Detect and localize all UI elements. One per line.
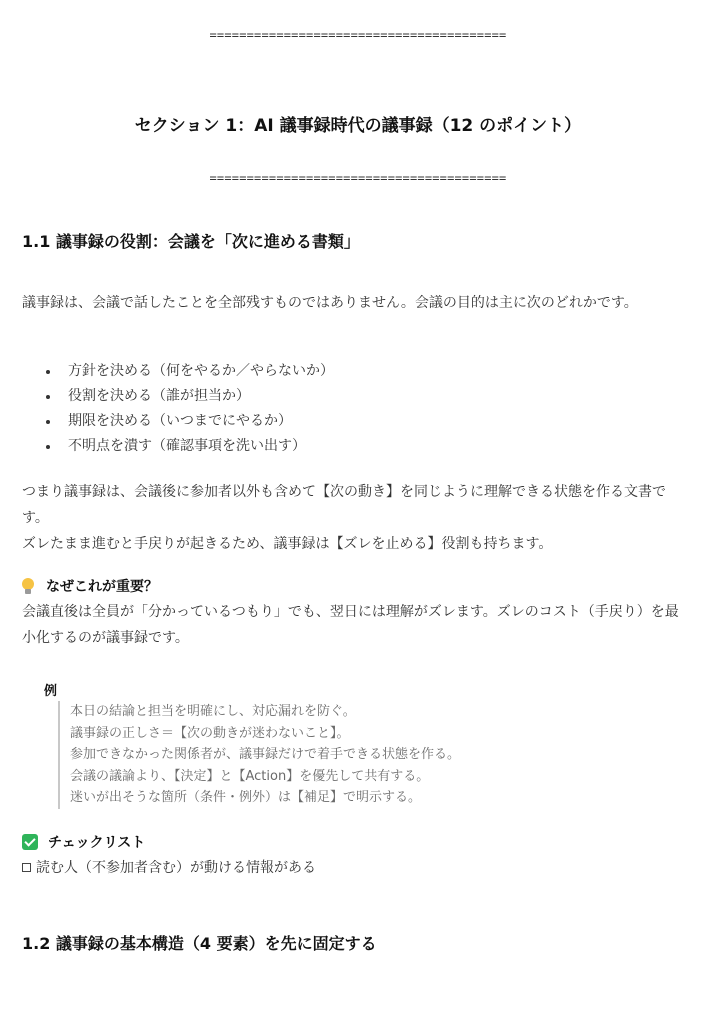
list-item: 期限を決める（いつまでにやるか）: [42, 409, 334, 434]
summary-line-1: つまり議事録は、会議後に参加者以外も含めて【次の動き】を同じように理解できる状態を作る文書です。: [22, 484, 666, 526]
why-important-title: なぜこれが重要？: [46, 579, 158, 595]
example-quote-block: [58, 701, 460, 809]
checklist-item[interactable]: [22, 857, 316, 877]
divider-bottom: ========================================: [209, 171, 507, 185]
why-important-text: [22, 599, 684, 651]
check-mark-button-icon: [22, 834, 38, 850]
example-line: 議事録の正しさ＝【次の動きが迷わないこと】。: [70, 725, 350, 741]
checklist-item-label: 読む人（不参加者含む）が動ける情報がある: [36, 860, 316, 876]
example-line: 本日の結論と担当を明確にし、対応漏れを防ぐ。: [70, 704, 356, 719]
example-label: 例: [44, 684, 58, 699]
summary-line-2: ズレたまま進むと手戻りが起きるため、議事録は【ズレを止める】役割も持ちます。: [22, 536, 553, 552]
document-title: セクション 1：AI 議事録時代の議事録（12 のポイント）: [134, 116, 582, 136]
section-1-2-heading: 1.2 議事録の基本構造（4 要素）を先に固定する: [22, 934, 377, 953]
list-item: 方針を決める（何をやるか／やらないか）: [42, 359, 334, 384]
why-important-heading: [22, 576, 158, 596]
goal-bullet-list: [42, 359, 334, 459]
section-1-1-heading: 1.1 議事録の役割：会議を「次に進める書類」: [22, 232, 360, 251]
checklist-heading: [22, 832, 145, 852]
summary-paragraph: [22, 479, 684, 557]
example-line: 会議の議論より、【決定】と【Action】を優先して共有する。: [70, 768, 430, 784]
intro-text: 議事録は、会議で話したことを全部残すものではありません。会議の目的は主に次のどれかです。: [22, 295, 638, 311]
why-text: 会議直後は全員が「分かっているつもり」でも、翌日には理解がズレます。ズレのコスト（手戻り）を最小化するのが議事録です。: [22, 604, 679, 646]
list-item: 役割を決める（誰が担当か）: [42, 384, 334, 409]
example-line: 参加できなかった関係者が、議事録だけで着手できる状態を作る。: [70, 747, 461, 762]
lightbulb-icon: [22, 578, 34, 595]
divider-top: ========================================: [209, 28, 507, 42]
checklist-title: チェックリスト: [48, 835, 146, 851]
checkbox-icon[interactable]: [22, 863, 31, 872]
example-line: 迷いが出そうな箇所（条件・例外）は【補足】で明示する。: [70, 790, 422, 805]
section-1-1-intro: [22, 290, 684, 316]
list-item: 不明点を潰す（確認事項を洗い出す）: [42, 434, 334, 459]
